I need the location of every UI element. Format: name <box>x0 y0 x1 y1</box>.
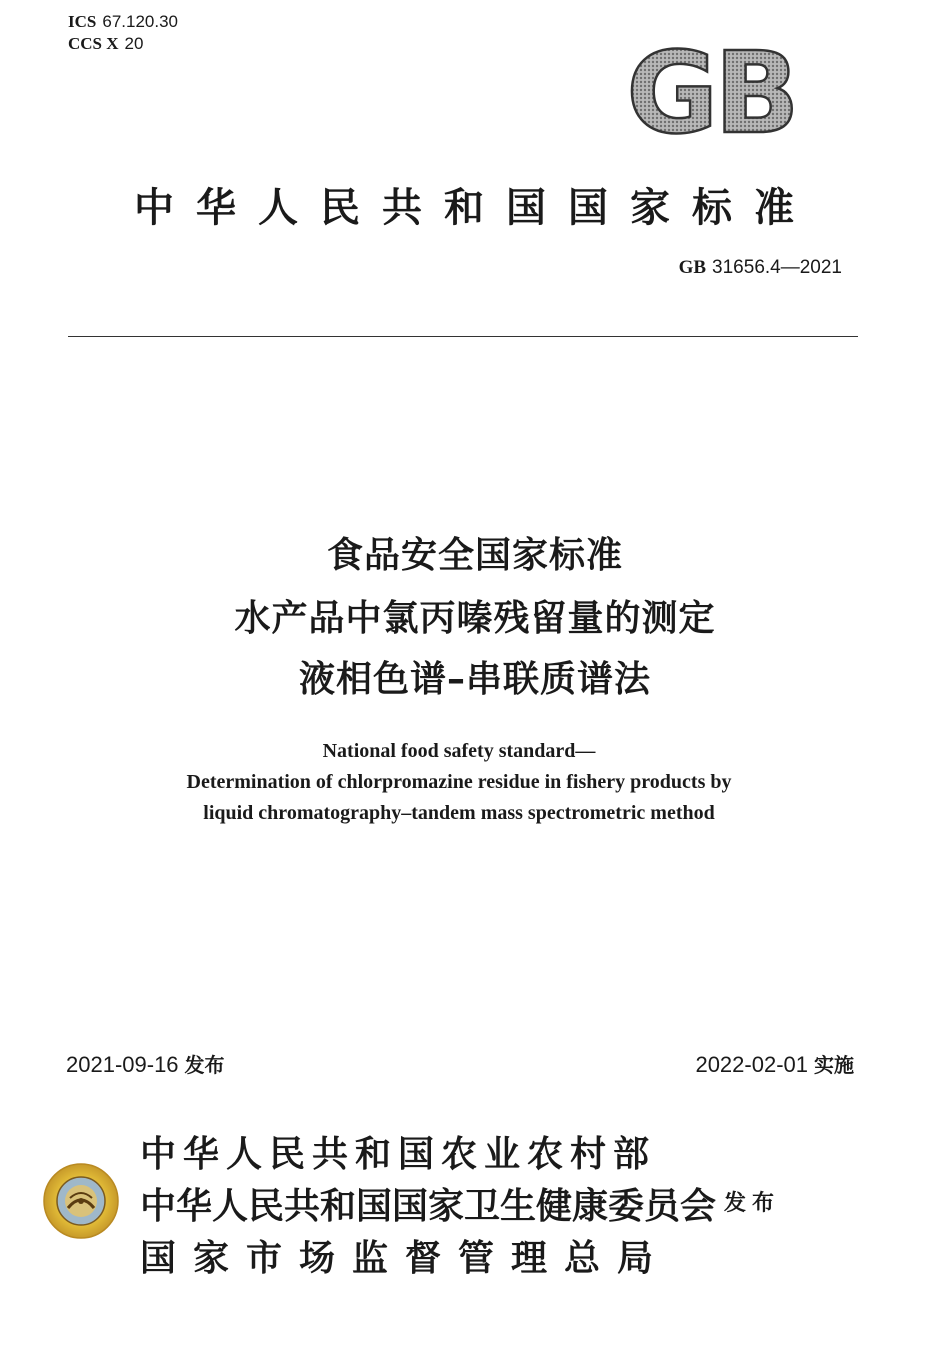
standard-number <box>679 256 842 279</box>
issue-date-value: 2021-09-16 <box>66 1052 179 1077</box>
national-emblem-icon <box>42 1162 120 1240</box>
implement-date <box>695 1049 854 1078</box>
publish-label: 发布 <box>724 1190 781 1216</box>
standard-prefix: GB <box>678 257 707 278</box>
ics-label: ICS <box>68 12 97 31</box>
header-divider <box>68 336 858 337</box>
issue-date <box>66 1049 225 1078</box>
ccs-value: 20 <box>124 34 144 53</box>
ccs-label: CCS X <box>68 34 119 53</box>
issuer-line1: 中华人民共和国农业农村部 <box>140 1133 657 1175</box>
en-title-line3: liquid chromatography–tandem mass spectrometric method <box>203 802 715 824</box>
cn-title-line3: 液相色谱–串联质谱法 <box>298 659 651 700</box>
en-title-line1: National food safety standard— <box>322 740 596 762</box>
issuer-line2: 中华人民共和国国家卫生健康委员会 <box>140 1185 717 1227</box>
issuer-line3: 国家市场监督管理总局 <box>140 1237 671 1279</box>
en-title-line2: Determination of chlorpromazine residue in fishery products by <box>186 771 732 793</box>
implement-word: 实施 <box>814 1053 854 1077</box>
gb-logo-text: GB <box>626 40 796 140</box>
issue-word: 发布 <box>184 1053 225 1077</box>
cn-title-line2: 水产品中氯丙嗪残留量的测定 <box>234 598 716 639</box>
ccs-code <box>68 34 143 54</box>
ics-value: 67.120.30 <box>102 12 178 31</box>
ics-code <box>68 12 178 32</box>
cn-title-line1: 食品安全国家标准 <box>326 535 623 576</box>
standard-number-value: 31656.4—2021 <box>712 257 842 278</box>
implement-date-value: 2022-02-01 <box>695 1052 808 1077</box>
national-standard-title: 中华人民共和国国家标准 <box>134 184 816 231</box>
gb-logo <box>615 40 807 140</box>
